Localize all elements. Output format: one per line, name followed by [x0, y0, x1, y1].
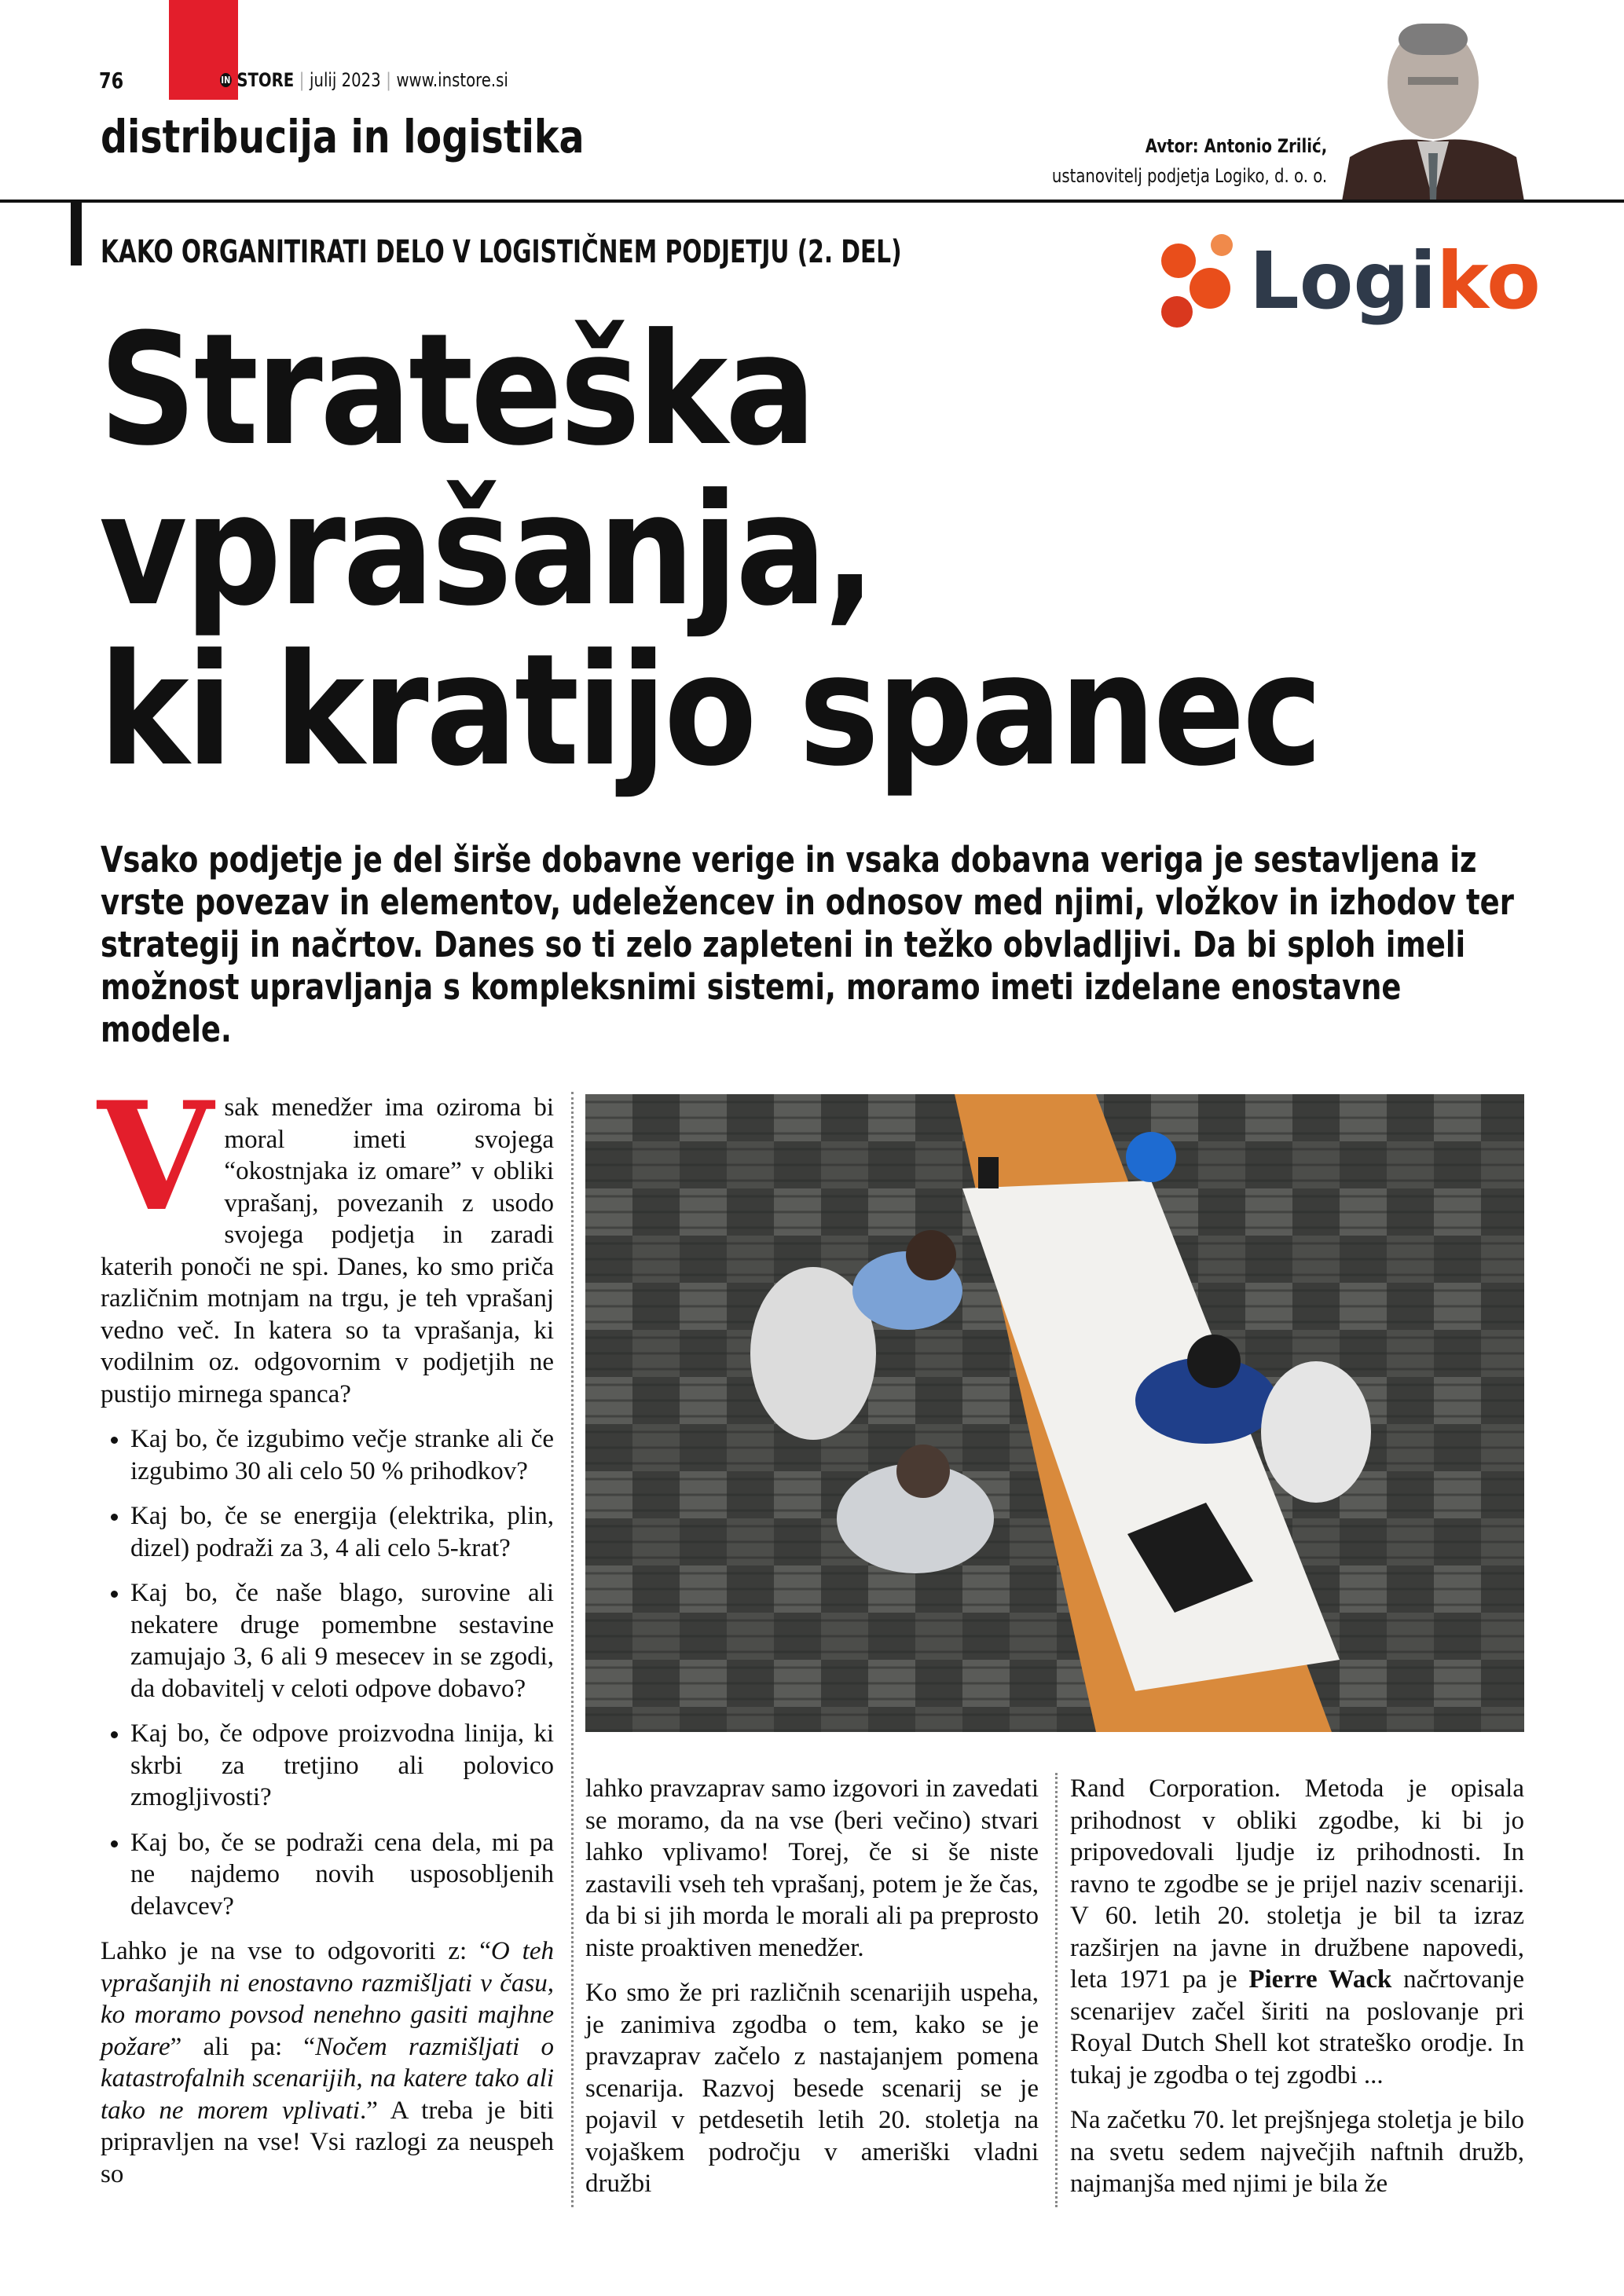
text: Rand Corporation. Metoda je opisala prihodnost v obliki zgodbe, ki bi jo pripovedovali ljudje iz prihodnosti. In ravno te zgodbe se je prijel naziv scenariji. V 60. letih 20. stoletja je bil ta izraz razširjen na javne in družbene napovedi, leta 1971 pa je	[1070, 1774, 1524, 1994]
issue-date: julij 2023	[310, 69, 381, 91]
list-item: • Kaj bo, če odpove proizvodna linija, ki skrbi za tretjino ali polovico zmogljivosti?	[130, 1718, 554, 1814]
column-2	[585, 1773, 1039, 2214]
intro-text: sak menedžer ima oziroma bi moral imeti svojega “okostnjaka iz omare” v obliki vprašanj, povezanih z usodo svojega podjetja in zaradi katerih ponoči ne spi. Danes, ko smo priča različnim motnjam na trgu, je teh vprašanj vedno več. In katera so ta vprašanja, ki vodilnim oz. odgovornim v podjetjih ne pustijo mirnega spanca?	[101, 1093, 554, 1408]
drop-cap: V	[97, 1069, 214, 1244]
article-lead: Vsako podjetje je del širše dobavne verige in vsaka dobavna veriga je sestavljena iz vrste povezav in elementov, udeležencev in odnosov med njimi, vložkov in izhodov ter strategij in načrtov. Danes so ti zelo zapleteni in težko obvladljivi. Da bi sploh imeli možnost upravljanja s kompleksnimi sistemi, moramo imeti izdelane enostavne modele.	[101, 839, 1514, 1050]
intro-paragraph	[97, 1069, 554, 1410]
quote: Nočem razmišljati o katastrofalnih scenarijih, na katere tako ali tako ne morem vplivati	[101, 2032, 554, 2125]
title-line: Strateška	[99, 301, 814, 480]
instore-logo-icon: IN	[221, 75, 231, 86]
paragraph: lahko pravzaprav samo izgovori in zavedati se moramo, da na vse (beri večino) stvari lahko vplivamo! Torej, če si še niste zastavili vseh teh vprašanj, potem je že čas, da bi si jih morda le morali ali pa preprosto niste proaktiven menedžer.	[585, 1774, 1039, 1962]
svg-text:Logiko: Logiko	[1249, 235, 1541, 327]
list-item: • Kaj bo, če naše blago, surovine ali nekatere druge pomembne sestavine zamujajo 3, 6 ali 9 mesecev in se zgodi, da dobavitelj v celoti odpove dobavo?	[130, 1577, 554, 1705]
column-divider	[1055, 1773, 1058, 2207]
title-line: vprašanja,	[99, 461, 874, 640]
separator: |	[299, 69, 305, 91]
section-title: distribucija in logistika	[101, 110, 585, 163]
column-3	[1070, 1773, 1524, 2214]
website-link[interactable]: www.instore.si	[396, 69, 508, 91]
kicker-bar	[71, 203, 82, 265]
column-divider	[571, 1092, 574, 2207]
header-divider	[0, 200, 1624, 203]
list-item: • Kaj bo, če se podraži cena dela, mi pa ne najdemo novih usposobljenih delavcev?	[130, 1827, 554, 1923]
paragraph	[101, 1935, 554, 2190]
paragraph	[1070, 1773, 1524, 2091]
page-number: 76	[99, 68, 124, 93]
list-item: • Kaj bo, če izgubimo večje stranke ali če izgubimo 30 ali celo 50 % prihodkov?	[130, 1423, 554, 1487]
article-kicker: KAKO ORGANITIRATI DELO V LOGISTIČNEM PODJETJU (2. DEL)	[101, 234, 902, 270]
question-list	[101, 1423, 554, 1922]
text: načrtovanje scenarijev začel širiti na poslovanje pri Royal Dutch Shell kot strateško orodje. In tukaj je zgodba o tej zgodbi ...	[1070, 1965, 1524, 2089]
quote: O teh vprašanjih ni enostavno razmišljati v času, ko moramo povsod nenehno gasiti majhne požare	[101, 1937, 554, 2061]
separator: |	[386, 69, 391, 91]
author-role: ustanovitelj podjetja Logiko, d. o. o.	[1051, 165, 1327, 187]
text: Lahko je na vse to odgovoriti z: “	[101, 1937, 491, 1965]
list-item: • Kaj bo, če se energija (elektrika, plin, dizel) podraži za 3, 4 ali celo 5-krat?	[130, 1500, 554, 1564]
paragraph: Ko smo že pri različnih scenarijih uspeha, je zanimiva zgodba o tem, kako se je pravzaprav začelo z nastajanjem pomena scenarija. Razvoj besede scenarij se je pojavil v petdesetih letih 20. stoletja na vojaškem področju v ameriški vladni družbi	[585, 1979, 1039, 2198]
author-photo	[1342, 16, 1524, 201]
column-1	[97, 1069, 555, 2203]
highlighted-name: Pierre Wack	[1248, 1965, 1392, 1994]
title-line: ki kratijo spanec	[99, 621, 1320, 800]
masthead-store: STORE	[236, 69, 295, 91]
masthead	[220, 69, 508, 91]
text: .” A treba je biti pripravljen na vse! Vsi razlogi za neuspeh so	[101, 2096, 555, 2188]
article-title	[99, 301, 1320, 800]
article-photo	[585, 1094, 1524, 1732]
author-byline	[992, 135, 1327, 187]
text: ” ali pa: “	[170, 2032, 316, 2061]
author-name: Avtor: Antonio Zrilić,	[1145, 135, 1327, 157]
paragraph: Na začetku 70. let prejšnjega stoletja je bilo na svetu sedem največjih naftnih družb, najmanjša med njimi je bila že	[1070, 2106, 1524, 2198]
